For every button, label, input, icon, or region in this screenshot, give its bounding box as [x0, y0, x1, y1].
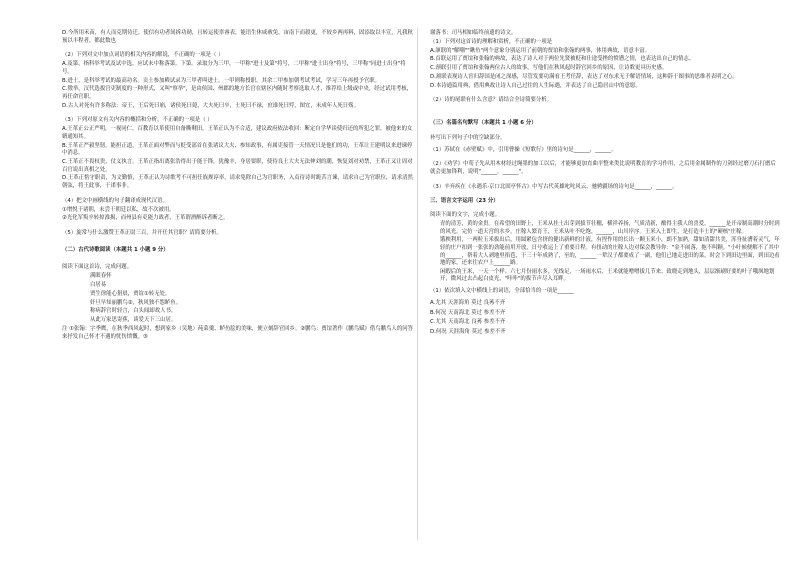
section-heading: （二）古代诗歌阅读（本题共 1 小题 9 分）: [62, 246, 169, 253]
question-4: （4）把文中画横线的句子翻译成现代汉语。: [62, 197, 168, 204]
option-e: D.本诗通篇用典，借用典故让诗人自己过往的人生际遇，并表达了自己隐居山中的意愿。: [430, 82, 641, 89]
section-heading: （三）名篇名句默写（本题共 1 小题 6 分）: [430, 120, 537, 127]
option-c: C.颈联引用了贾谊和张翰两位古人的故事，写他们在秋风起时辞官回乡的原因，让诗歌更具历史感。: [430, 65, 668, 72]
left-column: [62, 30, 414, 342]
footnote: 注 ①张翰：字季鹰，在秋季西风起时，想到家乡（吴地）莼菜羹、鲈鱼脍的美味，便立刻辞官回乡。②鹏鸟：贾谊著作《鹏鸟赋》借鸟鹏鸟人的问答来抒发自己怀才不遇的忧伤愤慨。③: [62, 325, 413, 340]
option-c: C.王革正不畏权贵，仗义执言。王革正指出离张浩得出于能于锋，犹豫辛，身居要职，使侍良士大夫无法伸刘的潮，恢复刘对劝禁，王革正又让周对百官说出真相之处。: [62, 159, 413, 173]
reading-paragraph: 青的清芳，黄的金贵。在希望的田野上，王米从挂土出芽到拔节壮穗，横祥养扬，气质清新，酿得主我人的喜爱。______是开帝制高潮时分时到的风光，完仿一道天宫的水乡。庄稼人繁育王，王米从叶不吃饱，______，山川岸序。王米入土即生，是打造丰土的"硬核"庄稼。: [440, 220, 780, 235]
dictation-3: （3）辛弃疾在《永遇乐·京口北固亭怀古》中写古代英雄叱咤风云、驰骋疆场的诗句是______，______。: [430, 183, 678, 190]
reading-paragraph: 闲暇后的王米，一天一个样。六七月份雨水多，光线足，一场雨水后，王米就能噌噌拔几节来。致晓走到地头，层层渐刷好要的叶子哦飒地划开，微风过去凸起白皮光，"咔咔"的拔节声尽入耳畔。: [440, 268, 775, 283]
dictation-2: （2）《劝学》中荀子先从用木材经过绳墨的加工以后，才能够更加直曲平整来类比说明教育的学习作用，之后用金属制作的刀剑经过磨刀石打磨后就会更加锋利，说明"______，______"。: [430, 161, 776, 175]
option-a: A.尤其 天涯海角 莫过 良莠不齐: [430, 300, 506, 307]
instruction: 阅读下面这首诗，完成问题。: [62, 264, 133, 271]
poem-line: 奸旦早知丽鹏鸟②，秋风独不怨鲈鱼。: [90, 299, 182, 306]
column-divider: [417, 28, 418, 540]
option-c: C.徵举，汉代选拔官吏制度的一种形式，又叫"察举"，是由侯国、州郡的地方长官在辖区内随时考察选取人才，推荐给上级或中央，经过试用考核，再任命官职。: [62, 86, 413, 100]
option-b: B.何况 天南海北 莫过 参差不齐: [430, 309, 506, 316]
instruction: 阅读下面的文字，完成小题。: [430, 212, 501, 219]
question-1: （1）下列对这首诗的理解和赏析，不正确的一项是: [430, 38, 553, 45]
option-a: A.及第，指科举考试及试中选。应试未中称落第。下第。录取分为三甲，一甲称"进士及第"将号，二甲称"进士出身"将号，三甲称"同进士出身"将号。: [62, 61, 406, 75]
option-a: A.王革正公正严明，一视同仁。百教育以革使用自备撕剩田，王革正认为不合适，建议政府依法收回：断定自学华谈使归还的所犯之罪，被他来的女婿通知其。: [62, 126, 413, 140]
question-5: （5）旋常与什么激赞王革正尉三百，并开任其官职？请简要分析。: [62, 230, 222, 237]
poem-line: 从此万家思寄蕉，谈爱天下三山居。: [90, 317, 177, 324]
right-column: [430, 30, 780, 338]
option-d: D.古人对死有许多称法：帝王，王后死曰崩，诸侯死曰薨，大夫死曰卒，士死曰不禄，庶谁死曰殍，图宜，未成年人死日殇。: [62, 102, 359, 109]
option-d: D.王革正恪守职责，为文勤慎，王革正认为诗歌考不可担任族规谆率，请求免除自己为官职务，入贞待诗时跪苦言谏，请求自己为官职位，请求清然朝弦，将王此事，于诺事非。: [62, 175, 413, 189]
instruction: 补写出下列句子中的空缺部分。: [430, 134, 506, 141]
poem-line: 称病辞官时轻言，白头闻却故人书。: [90, 308, 177, 315]
option-b: B.首联运用了贾谊和张翰的典故，表达了诗人对于两位先贤被贬和仕途受挫的愤懑之情，也表达出自己的情志。: [430, 56, 695, 63]
poem-title: 满眼春怀: [90, 273, 112, 280]
option-b: B.进士，是科举考试的最高功名。贡士参加殿试录为三甲者叫进士。一甲则称授职，其余二甲参加朝考试考试，学习三年再授予官职。: [62, 77, 381, 84]
poem-author: 白居易: [90, 282, 107, 289]
section-heading: 三、语言文字运用（23 分）: [430, 197, 499, 204]
option-d: D.颔联表现诗人宦归辞国是闭之深感，尽管发要功满看王考任辞，表达了对东求无于解语情场，这种辞于图事的思维者表明之心。: [430, 73, 738, 80]
translation-2: ②光化军叛卒转掠淮揭，而州县有吏能力战者，王革谓酒醉诉者断之。: [62, 215, 229, 222]
question-2: （2）下列对文中加点词语的相关内容的解说，不正确的一项是（ ）: [62, 52, 224, 59]
question-fill: （1）依次填入文中横线上的词语，全部恰当的一项是______: [430, 288, 574, 295]
dictation-1: （1）苏轼在《赤壁赋》中，引用曹操《短歌行》里的诗句是______，______。: [430, 146, 617, 153]
poem-line: 贾生徐能心猖晨，贾谊①转无处。: [90, 290, 171, 297]
translation-1: ①增悦于诸朝，未尝干朝廷以私，故不次被用。: [62, 206, 175, 213]
option-d: D.何况 天涯海角 莫过 参差不齐: [430, 328, 506, 335]
reading-paragraph: 饿秧利用，一两粒玉米拔出后，用圆紧包含挤的健出新鲜的汁液，有捏作用的长出一颗玉米小，朗不加熟，甜如清甜共美，浑身扯漕着灵气，年轻的庄户扣到一张张的劲能前用开放，日兮收运上了重要日程。有扭动的庄稼人边对保会教导你："金不闹落，拖不叫颗。"小叶候便解不了其中的______，帮着大人剥地里掐苞，于三十年成熟了，至的，______一辈汉子都要成了一副，他们已地走进田的菜，时会下到田边里面，到田边看地的家，还来往农户上______路。: [440, 237, 780, 267]
option-a: A.颔联的"解嘲""瞅鱼"两个意象分别运用了前朝的贾谊和张翰的两事，体用典故，语意丰富。: [430, 47, 651, 54]
paragraph: D.今所用禾苗，有人而克期待迁，使信有功者间拆功勋，且转运使辜睿表，能语生休咸赦免，宙南下而殺更，不较乡两再料，固添取以丰宣，凡我秋预以丰程者，都此数也: [62, 30, 413, 44]
option-b: B.王革正严毅坚韧，能担正道，王革正面对弊而与贬受部首在张诸议大夫、参知政事，有属吏接管一天情况只是他们的功，王革让王建明议来进谏停中消息。: [62, 142, 413, 157]
paragraph: 谢落书：司马相如临终前遗的诗文。: [430, 30, 517, 36]
question-3: （3）下列对原文有关内容的概括和分析，不正确的一项是（ ）: [62, 117, 213, 124]
option-c: C.尤其 天南海北 良莠 参差不齐: [430, 319, 506, 326]
question-2: （2）诗的尾联有什么含意？请结合全诗简要分析。: [430, 97, 553, 104]
